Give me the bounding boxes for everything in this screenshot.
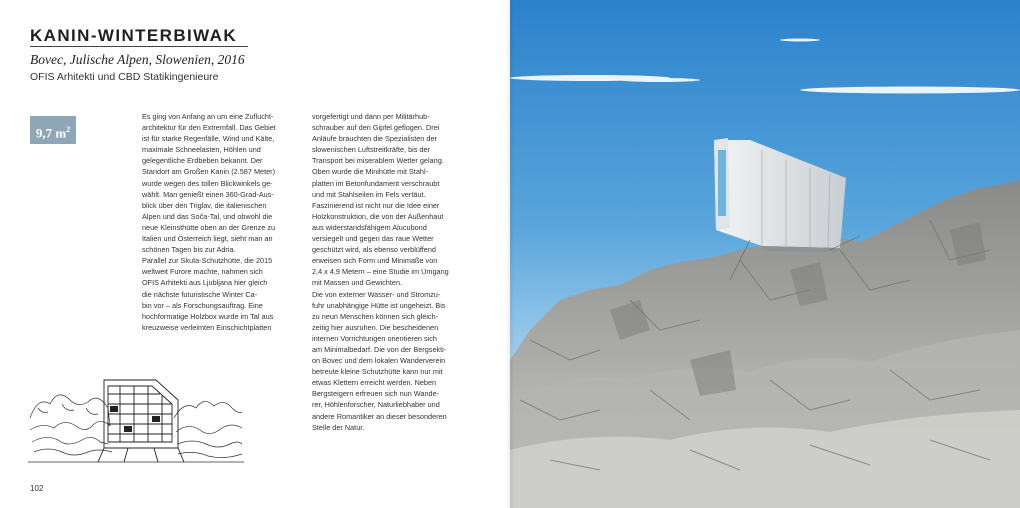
text-line: weltweit Furore machte, nahmen sich	[142, 267, 263, 277]
text-column-1	[142, 111, 300, 333]
text-line: schrauber auf den Gipfel geflogen. Drei	[312, 123, 440, 133]
text-line: architektur für den Extremfall. Das Gebiet	[142, 123, 276, 133]
text-line: vorgefertigt und dann per Militärhub-	[312, 112, 430, 121]
text-line: versiegelt und gegen das raue Wetter	[312, 234, 434, 244]
text-line: zu neun Menschen können sich gleich-	[312, 311, 439, 321]
text-line: mit Massen und Gewichten.	[312, 278, 403, 288]
text-line: die nächste futuristische Winter Ca-	[142, 289, 258, 299]
text-line: Alpen und das Soča-Tal, und obwohl die	[142, 211, 273, 221]
text-line: ist für starke Regenfälle, Wind und Kälte,	[142, 134, 275, 144]
text-line: und mit Stahlseilen im Fels vertäut.	[312, 189, 426, 199]
text-line: Die von externer Wasser- und Stromzu-	[312, 289, 441, 299]
text-line: am Minimalbedarf. Die von der Bergsekti-	[312, 344, 447, 354]
text-line: Italien und Österreich liegt, sieht man an	[142, 234, 273, 244]
text-line: hochformatige Holzbox wurde im Tal aus	[142, 311, 274, 321]
text-line: zeitig hier ausruhen. Die bescheidenen	[312, 322, 439, 332]
text-line: platten im Betonfundament verschraubt	[312, 178, 440, 188]
text-line: wählt. Man genießt einen 360-Grad-Aus-	[142, 189, 274, 199]
text-line: slowenischen Luftstreitkräfte, bis der	[312, 145, 431, 155]
text-line: rer, Höhlenforscher, Naturliebhaber und	[312, 400, 440, 410]
text-line: kreuzweise verleimten Einschichtplatten	[142, 322, 272, 332]
area-badge	[30, 116, 76, 144]
cabin-sketch-drawing	[28, 378, 244, 464]
location-subtitle: Bovec, Julische Alpen, Slowenien, 2016	[30, 52, 245, 67]
text-line: Parallel zur Skuta-Schutzhütte, die 2015	[142, 256, 273, 266]
text-line: internen Vorrichtungen orientieren sich	[312, 333, 437, 343]
page-number: 102	[30, 484, 44, 493]
text-line: Standort am Großen Kanin (2.587 Meter)	[142, 167, 276, 177]
architects-credit: OFIS Arhitekti und CBD Statikingenieure	[30, 71, 219, 83]
text-line: OFIS Arhitekti aus Ljubljana hier gleich	[142, 278, 268, 288]
right-page-photo	[510, 0, 1020, 508]
text-line: Anläufe brauchten die Spezialisten der	[312, 134, 437, 144]
text-line: aus widerstandsfähigem Alucubond	[312, 222, 427, 232]
text-line: bin vor – als Forschungsauftrag. Eine	[142, 300, 263, 310]
area-unit-superscript: 2	[66, 125, 71, 134]
text-line: wurde wegen des tollen Blickwinkels ge-	[142, 178, 273, 188]
text-line: maximale Schneelasten, Höhlen und	[142, 145, 261, 155]
text-line: neue Kleinsthütte oben an der Grenze zu	[142, 222, 276, 232]
text-line: gelegentliche Erdbeben bekannt. Der	[142, 156, 263, 166]
text-line: Es ging von Anfang an um eine Zuflucht-	[142, 112, 274, 121]
area-value: 9,7 m	[35, 125, 67, 141]
text-line: etwas Klettern erreicht werden. Neben	[312, 378, 437, 388]
page-title: KANIN-WINTERBIWAK	[30, 26, 237, 45]
text-line: Bergsteigern erfreuen sich nun Wande-	[312, 389, 440, 399]
text-line: blick über den Triglav, die italienischen	[142, 200, 267, 210]
text-line: Stelle der Natur.	[312, 422, 365, 432]
text-line: Faszinierend ist nicht nur die Idee einer	[312, 200, 440, 210]
text-line: Transport bei miserablem Wetter gelang.	[312, 156, 444, 166]
mountain-cabin-photo	[510, 0, 1020, 508]
text-line: Oben wurde die Minihütte mit Stahl-	[312, 167, 428, 177]
text-line: schönen Tagen bis zur Adria.	[142, 245, 236, 255]
text-line: fuhr unabhängige Hütte ist ungeheizt. Bis	[312, 300, 446, 310]
text-line: on Bovec und dem lokalen Wanderverein	[312, 356, 446, 366]
text-line: 2,4 x 4,9 Metern – eine Studie im Umgang	[312, 267, 449, 277]
text-column-2	[312, 111, 470, 433]
text-line: Holzkonstruktion, die von der Außenhaut	[312, 211, 444, 221]
text-line: erweisen sich Form und Minimaße von	[312, 256, 438, 266]
text-line: betreute kleine Schutzhütte kann nur mit	[312, 367, 443, 377]
title-underline	[30, 46, 248, 47]
text-line: geschützt wird, als ebenso verblüffend	[312, 245, 436, 255]
text-line: andere Romantiker an dieser besonderen	[312, 411, 447, 421]
